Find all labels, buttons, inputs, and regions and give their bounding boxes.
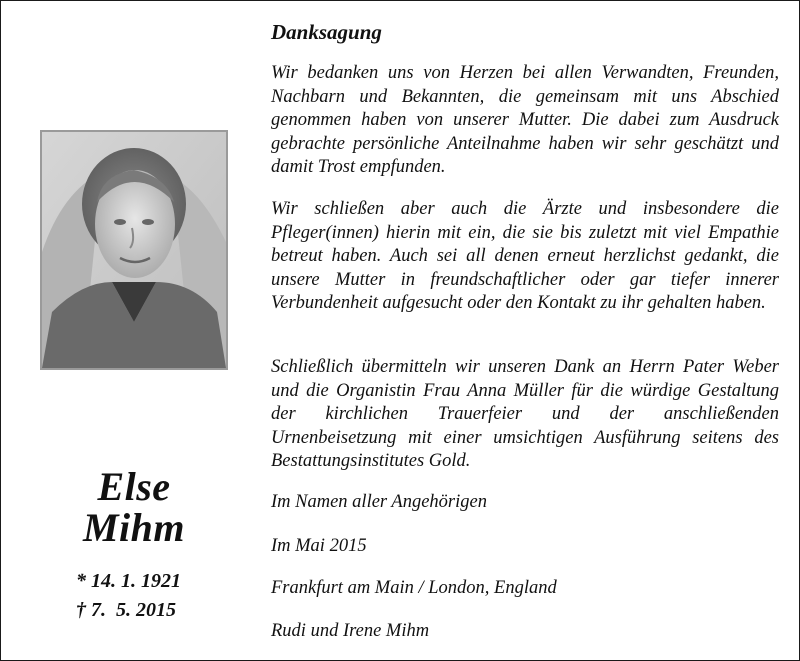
deceased-last-name: Mihm [82, 505, 186, 550]
paragraph-text: Wir schließen aber auch die Ärzte und insbesondere die Pfleger(innen) hierin mit ein, die sie bis zuletzt mit viel Empathie betreut haben. Auch sei all denen erneut herzlichst gedankt, die unsere Mutter in freundschaftlicher oder gar tiefer innerer Verbundenheit aufgesucht oder den Kontakt zu ihr gehalten haben. [271, 199, 779, 314]
notice-place: Frankfurt am Main / London, England [271, 578, 557, 598]
paragraph-text: Schließlich übermitteln wir unseren Dank an Herrn Pater Weber und die Organistin Frau Anna Müller für die würdige Gestaltung der kirchlichen Trauerfeier und der anschließenden Urnenbeisetzung mit einer umsichtigen Ausführung seitens des Bestattungsinstitutes Gold. [271, 357, 779, 472]
birth-date: * 14. 1. 1921 [76, 570, 181, 592]
closing-line: Im Namen aller Angehörigen [271, 492, 487, 512]
notice-heading: Danksagung [271, 20, 382, 44]
portrait-photo [40, 130, 228, 370]
death-date: † 7. 5. 2015 [76, 599, 176, 621]
notice-date: Im Mai 2015 [271, 536, 367, 556]
paragraph-thanks-relatives [271, 62, 779, 180]
deceased-first-name: Else [97, 464, 171, 509]
portrait-image [42, 132, 226, 368]
paragraph-thanks-ceremony [271, 356, 779, 474]
paragraph-text: Wir bedanken uns von Herzen bei allen Verwandten, Freunden, Nachbarn und Bekannten, die gemeinsam mit uns Abschied genommen haben von unserer Mutter. Die dabei zum Ausdruck gebrachte persönliche Anteilnahme haben wir sehr geschätzt und damit Trost empfunden. [271, 63, 779, 178]
paragraph-thanks-caregivers [271, 198, 779, 316]
signatories: Rudi und Irene Mihm [271, 621, 430, 641]
